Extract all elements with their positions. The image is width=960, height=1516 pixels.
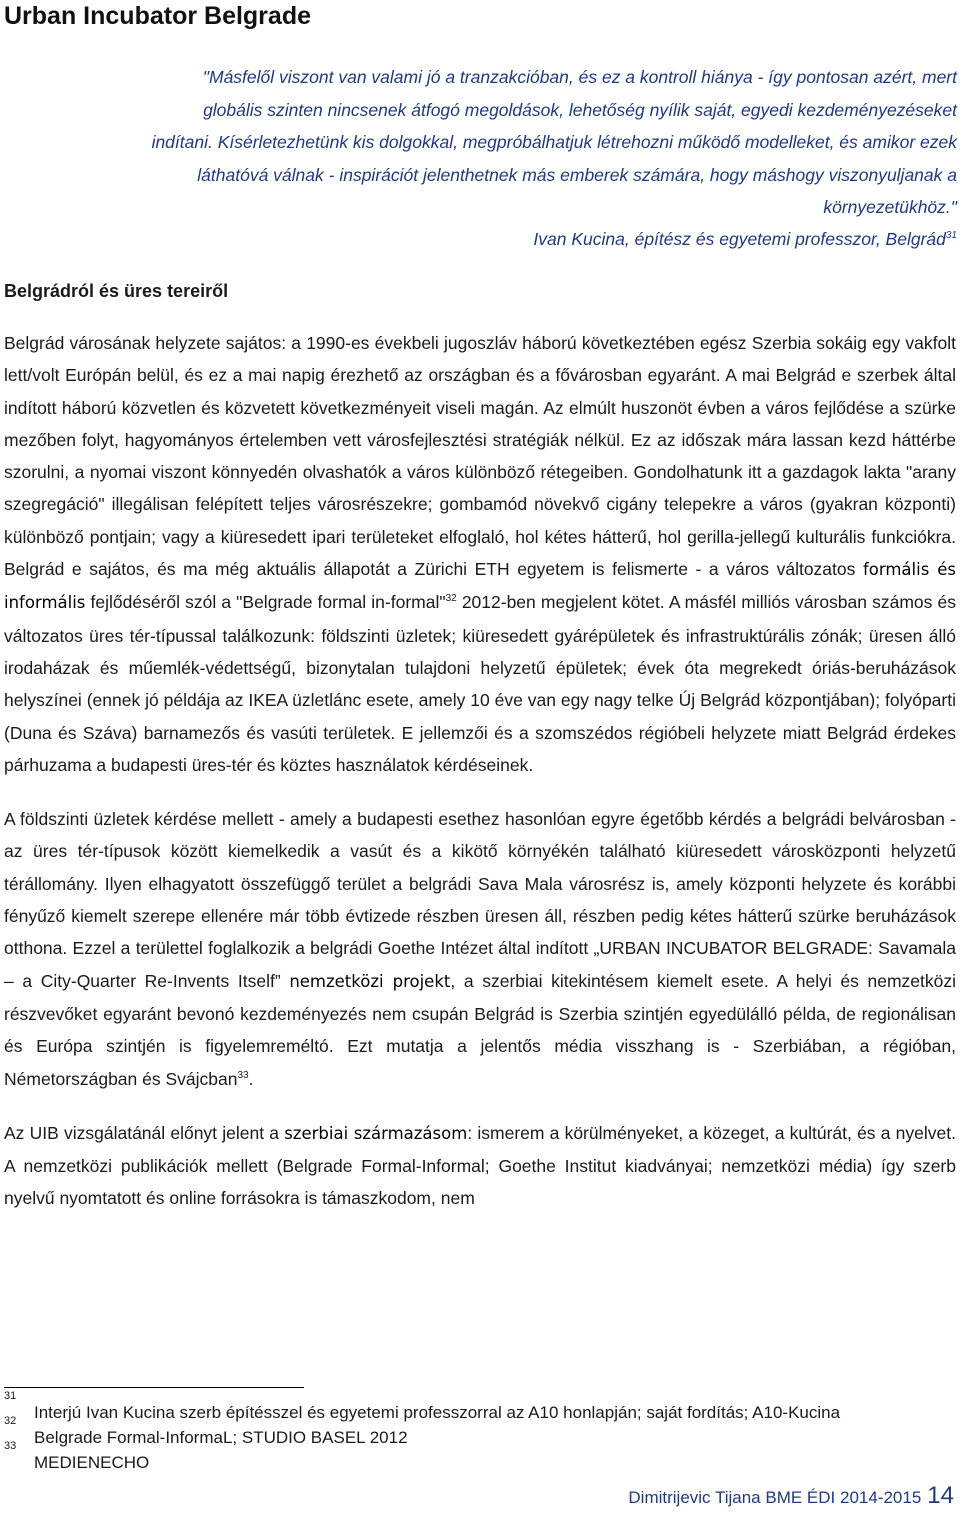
paragraph-3 [4,1117,956,1215]
footnotes [4,1390,956,1473]
footnote-ref-33[interactable]: 33 [237,1069,249,1081]
paragraph-1-text-c: 2012-ben megjelent kötet. A másfél milliós városban számos és változatos üres tér-típussal találkozunk: földszinti üzletek; kiüresedett gyárépületek és infrastruktúrális zónák; üresen álló irodaházak és műemlék-védettségű, bizonytalan tulajdoni helyzetű épületek; évek óta megrekedt óriás-beruházások helyszínei (ennek jó példája az IKEA üzletlánc esete, amely 10 éve van egy nagy telke Új Belgrád központjában); folyóparti (Duna és Száva) barnamezős és vasúti területek. E jellemzői és a szomszédos régióbeli helyzete miatt Belgrád érdekes párhuzama a budapesti üres-tér és köztes használatok kérdéseinek. [4,592,956,775]
page-number: 14 [927,1482,954,1509]
footnote-number: 33 [4,1440,17,1452]
footnote-text: Belgrade Formal-InformaL; STUDIO BASEL 2012 [34,1428,408,1447]
paragraph-1-text-b: fejlődéséről szól a "Belgrade formal in-formal" [85,592,446,613]
section-heading: Belgrádról és üres tereiről [4,281,229,301]
page-footer [628,1478,954,1516]
footnote-number: 32 [4,1415,17,1427]
paragraph-3-text-b: : ismerem a körülményeket, a közeget, a kultúrát, és a nyelvet. A nemzetközi publikációk mellett (Belgrade Formal-Informal; Goethe Institut kiadványai; nemzetközi média) így szerb nyelvű nyomtatott és online forrásokra is támaszkodom, nem [4,1122,956,1209]
footnote-ref-31[interactable]: 31 [945,230,957,242]
paragraph-2-text-a: A földszinti üzletek kérdése mellett - amely a budapesti esethez hasonlóan egyre égetőbb kérdés a belgrádi belvárosban - az üres tér-típusok között kiemelkedik a vasút és a kikötő környékén található kiüresedett városközponti helyzetű térállomány. Ilyen elhagyatott összefüggő terület a belgrádi Sava Mala városrész is, amely központi helyzete és korábbi fényűző kiemelt szerepe ellenére már több évtizede részben üresen áll, részben pedig kétes hátterű szürke beruházások otthona. Ezzel a területtel foglalkozik a belgrádi Goethe Intézet által indított „URBAN INCUBATOR BELGRADE: Savamala – a City-Quarter Re-Invents Itself” [4,809,956,991]
paragraph-2-text-b: , a szerbiai kitekintésem kiemelt esete. A helyi és nemzetközi részvevőket egyaránt bevonó kezdeményezés nem csupán Belgrád is Szerbia szintjén egyedülálló példa, de regionálisan és Európa szintjén is figyelemreméltó. Ezt mutatja a jelentős média visszhang is - Szerbiában, a régióban, Németországban és Svájcban [4,970,956,1089]
paragraph-2-text-c: . [248,1068,254,1089]
footnote-33 [4,1440,956,1473]
epigraph-source [140,224,957,254]
page-title: Urban Incubator Belgrade [4,2,311,30]
paragraph-1-emphasis: formális és informális [4,560,956,613]
paragraph-3-text-a: Az UIB vizsgálatánál előnyt jelent a [4,1122,285,1143]
footnote-text: Interjú Ivan Kucina szerb építésszel és egyetemi professzorral az A10 honlapján; saját fordítás; A10-Kucina [34,1403,841,1422]
footnote-32 [4,1415,956,1448]
paragraph-1-text-a: Belgrád városának helyzete sajátos: a 1990-es évekbeli jugoszláv háború következtében egész Szerbia sokáig egy vakfolt lett/volt Európán belül, és ez a mai napig érezhető az országban és a fővárosban egyaránt. A mai Belgrád e szerbek által indított háború közvetlen és közvetett következményeit viseli magán. Az elmúlt huszonöt évben a város fejlődése a szürke mezőben folyt, hagyományos értelemben vett városfejlesztési stratégiák nélkül. Ez az időszak mára lassan kezd háttérbe szorulni, a nyomai viszont könnyedén olvashatók a város különböző rétegeiben. Gondolhatunk itt a gazdagok lakta "arany szegregáció" illegálisan felépített teljes városrészekre; gombamód növekvő cigány telepekre a város (gyakran központi) különböző pontjain; vagy a kiüresedett ipari területeket elfoglaló, hol kétes hátterű, hol gerilla-jellegű kulturális funkciókra. Belgrád e sajátos, és ma még aktuális állapotát a Zürichi ETH egyetem is felismerte - a város változatos [4,333,956,580]
paragraph-3-emphasis: szerbiai származásom [284,1123,468,1143]
footnote-separator [4,1387,304,1388]
footnote-31 [4,1390,956,1423]
footnote-ref-32[interactable]: 32 [445,593,457,605]
paragraph-2 [4,803,956,1095]
paragraph-2-emphasis: nemzetközi projekt [289,971,451,991]
body-text [4,327,956,1237]
footnote-text: MEDIENECHO [34,1453,150,1472]
paragraph-1 [4,327,956,781]
footer-author: Dimitrijevic Tijana BME ÉDI 2014-2015 [628,1488,922,1507]
epigraph-quote: "Másfelől viszont van valami jó a tranzakcióban, és ez a kontroll hiánya - így pontosan azért, mert globális szinten nincsenek átfogó megoldások, lehetőség nyílik saját, egyedi kezdeményezéseket indítani. Kísérletezhetünk kis dolgokkal, megpróbálhatjuk létrehozni működő modelleket, és amikor ezek láthatóvá válnak - inspirációt jelenthetnek más emberek számára, hogy máshogy viszonyuljanak a környezetükhöz." [151,67,957,217]
epigraph-source-text: Ivan Kucina, építész és egyetemi professzor, Belgrád [533,229,946,249]
footnote-number: 31 [4,1390,17,1402]
